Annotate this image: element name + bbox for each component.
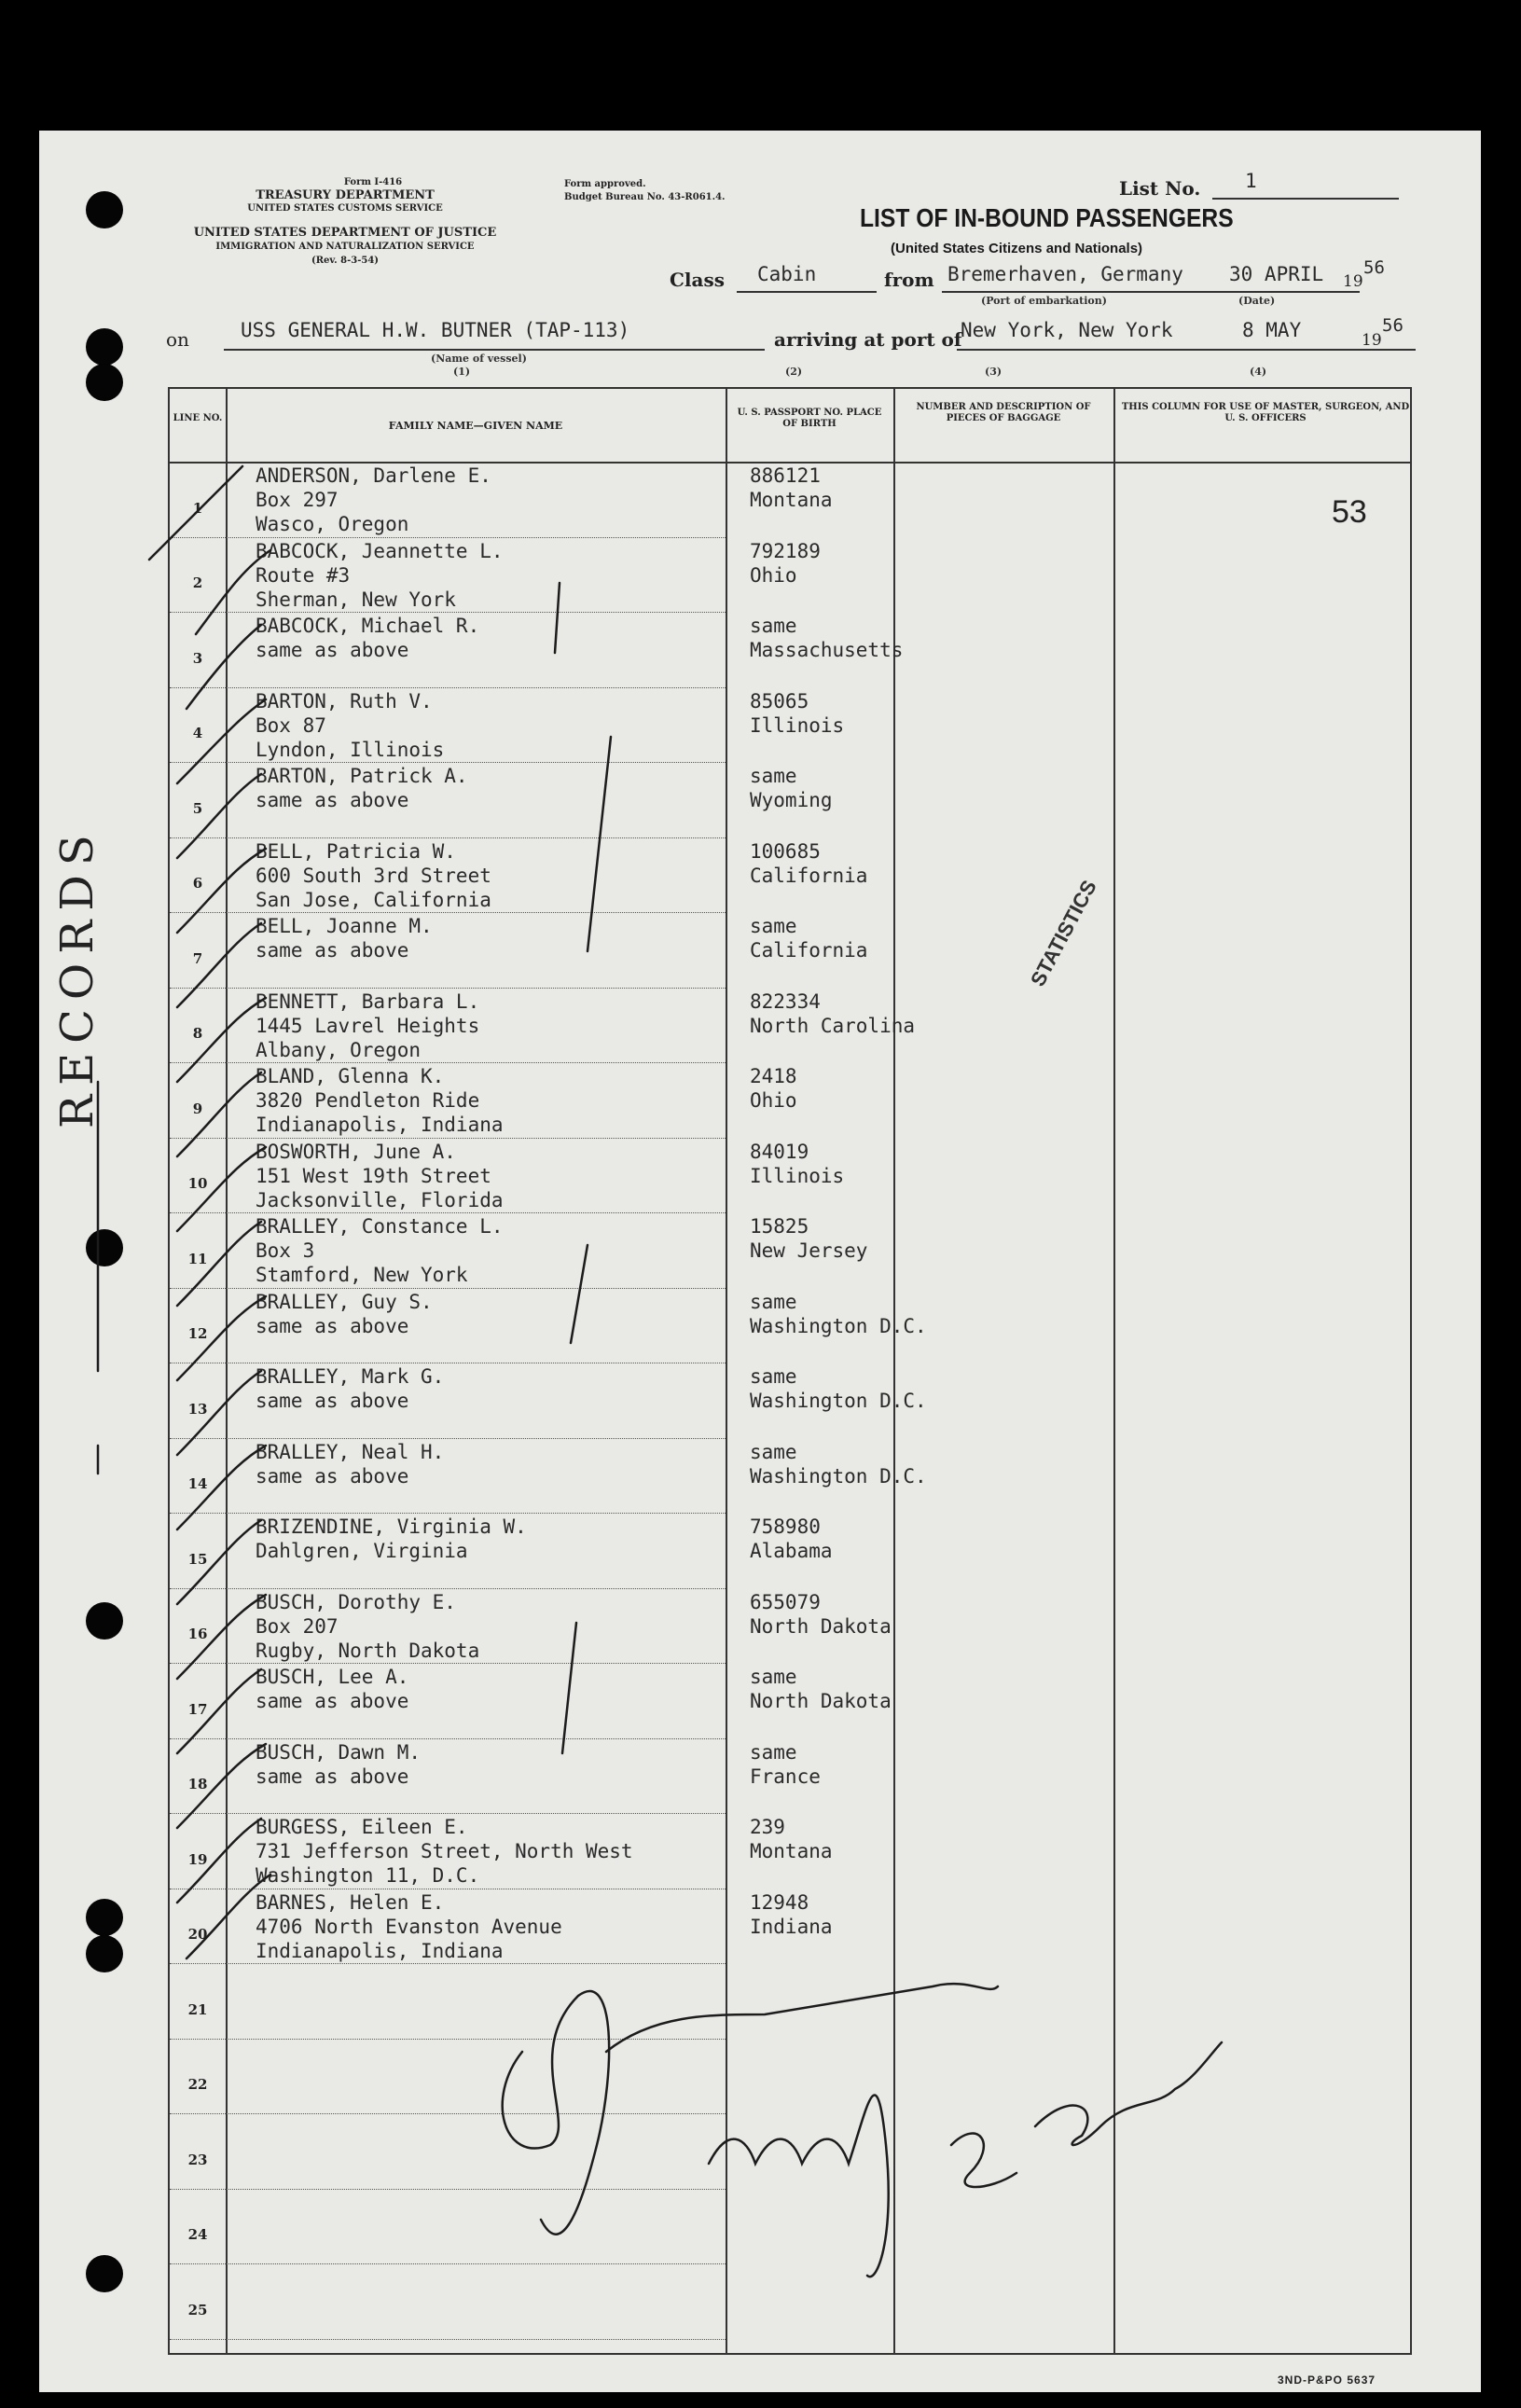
signature [606, 1984, 998, 2052]
signature [1035, 2042, 1222, 2145]
signature [709, 2096, 889, 2277]
passenger-address-line: Albany, Oregon [256, 1038, 422, 1061]
place-of-birth: France [750, 1764, 821, 1788]
check-mark [177, 1669, 261, 1753]
passport-number: 655079 [750, 1590, 821, 1613]
line-number: 25 [187, 2301, 208, 2318]
check-mark [149, 466, 242, 560]
line-number: 11 [187, 1250, 208, 1267]
passport-number: same [750, 1290, 797, 1313]
line-number: 9 [192, 1100, 203, 1117]
passport-number: 12948 [750, 1890, 809, 1914]
line-number: 1 [192, 499, 203, 517]
place-of-birth: Illinois [750, 1164, 845, 1187]
from-label: from [884, 269, 934, 291]
place-of-birth: California [750, 864, 868, 887]
check-mark [177, 774, 261, 858]
form-footer-code: 3ND-P&PO 5637 [1278, 2373, 1376, 2387]
embark-port-caption: (Port of embarkation) [981, 295, 1107, 307]
passenger-address-line: 731 Jefferson Street, North West [256, 1840, 633, 1862]
passenger-address-line: 600 South 3rd Street [256, 864, 491, 887]
passenger-name: BUSCH, Lee A. [256, 1666, 409, 1688]
col-header-passport: U. S. PASSPORT NO. PLACE OF BIRTH [737, 408, 882, 429]
form-number: Form I-416 [343, 177, 403, 187]
passenger-name: BARTON, Ruth V. [256, 689, 433, 713]
passport-number: 758980 [750, 1515, 821, 1538]
check-mark [177, 998, 266, 1082]
class-label: Class [670, 269, 725, 291]
arrival-port: New York, New York [961, 319, 1173, 341]
passenger-address-line: Sherman, New York [256, 588, 456, 611]
line-number: 24 [187, 2226, 208, 2243]
on-label: on [166, 328, 189, 351]
line-number: 16 [187, 1626, 208, 1642]
line-number: 23 [187, 2151, 208, 2168]
passenger-name: BELL, Joanne M. [256, 915, 433, 937]
check-mark [177, 1371, 261, 1455]
passport-number: 822334 [750, 989, 821, 1013]
check-mark [187, 625, 261, 709]
place-of-birth: Washington D.C. [750, 1464, 927, 1488]
list-no-label: List No. [1119, 177, 1201, 200]
col-ref-3: (3) [985, 366, 1002, 378]
immigration-service: IMMIGRATION AND NATURALIZATION SERVICE [215, 242, 475, 252]
line-number: 5 [192, 799, 203, 817]
tally-stroke [571, 1245, 588, 1343]
passenger-name: BOSWORTH, June A. [256, 1140, 456, 1163]
passport-number: 2418 [750, 1065, 797, 1087]
check-mark [177, 699, 266, 783]
place-of-birth: New Jersey [750, 1239, 868, 1262]
check-mark [177, 1073, 261, 1156]
check-mark [196, 550, 270, 634]
year-prefix-2: 19 [1362, 331, 1382, 350]
line-number: 8 [192, 1025, 203, 1042]
passenger-address-line: Washington 11, D.C. [256, 1864, 480, 1887]
passenger-address-line: Rugby, North Dakota [256, 1639, 480, 1662]
arrival-date: 8 MAY [1242, 319, 1302, 341]
passenger-address-line: Lyndon, Illinois [256, 738, 445, 761]
passenger-address-line: same as above [256, 639, 409, 661]
line-number: 2 [192, 574, 203, 591]
passenger-address-line: 4706 North Evanston Avenue [256, 1915, 562, 1938]
records-handwriting: RECORDS [51, 825, 104, 1128]
line-number: 4 [192, 725, 203, 741]
passenger-address-line: 151 West 19th Street [256, 1164, 491, 1187]
passenger-name: BRALLEY, Guy S. [256, 1290, 433, 1313]
tally-stroke [555, 583, 560, 653]
passport-number: 886121 [750, 464, 821, 487]
signature [503, 1991, 609, 2235]
arriving-label: arriving at port of [774, 328, 962, 351]
passport-number: same [750, 915, 797, 937]
place-of-birth: Washington D.C. [750, 1390, 927, 1412]
place-of-birth: Ohio [750, 1089, 797, 1112]
passenger-name: BLAND, Glenna K. [256, 1065, 445, 1087]
passenger-address-line: San Jose, California [256, 888, 491, 911]
line-number: 15 [187, 1550, 208, 1568]
passenger-address-line: Box 3 [256, 1239, 315, 1262]
budget-bureau: Budget Bureau No. 43-R061.4. [564, 192, 726, 202]
line-number: 22 [187, 2076, 208, 2093]
check-mark [177, 849, 266, 933]
line-number: 6 [192, 875, 203, 892]
col-header-name: FAMILY NAME—GIVEN NAME [388, 420, 563, 432]
passenger-name: BRIZENDINE, Virginia W. [256, 1515, 527, 1538]
passenger-address-line: same as above [256, 789, 409, 811]
passenger-name: BABCOCK, Michael R. [256, 615, 480, 637]
col-header-officers: THIS COLUMN FOR USE OF MASTER, SURGEON, AND U. S. OFFICERS [1121, 402, 1410, 423]
place-of-birth: Ohio [750, 563, 797, 587]
place-of-birth: Illinois [750, 713, 845, 737]
date-caption: (Date) [1238, 295, 1276, 307]
check-mark [177, 1446, 266, 1529]
passenger-name: BABCOCK, Jeannette L. [256, 539, 504, 562]
form-approved: Form approved. [564, 179, 646, 189]
passenger-address-line: same as above [256, 1314, 409, 1337]
passenger-name: BENNETT, Barbara L. [256, 989, 480, 1013]
line-number: 14 [187, 1475, 208, 1492]
line-number: 12 [187, 1325, 208, 1342]
passenger-name: BUSCH, Dawn M. [256, 1740, 422, 1764]
customs-service: UNITED STATES CUSTOMS SERVICE [247, 203, 443, 214]
passport-number: 15825 [750, 1215, 809, 1238]
check-mark [177, 1520, 261, 1604]
passenger-address-line: Indianapolis, Indiana [256, 1939, 504, 1962]
line-number: 10 [187, 1175, 208, 1192]
col-header-line: LINE NO. [173, 413, 223, 423]
passenger-address-line: Box 297 [256, 489, 339, 511]
passenger-address-line: same as above [256, 1390, 409, 1412]
place-of-birth: Wyoming [750, 789, 833, 811]
passenger-name: BELL, Patricia W. [256, 839, 456, 863]
passenger-address-line: same as above [256, 939, 409, 962]
embark-year: 56 [1363, 257, 1385, 278]
revision: (Rev. 8-3-54) [311, 256, 380, 266]
passport-number: same [750, 1440, 797, 1463]
year-prefix: 19 [1343, 272, 1363, 291]
passenger-address-line: Dahlgren, Virginia [256, 1540, 468, 1562]
line-number: 7 [192, 949, 203, 967]
passenger-name: BARNES, Helen E. [256, 1890, 445, 1914]
passenger-address-line: Box 87 [256, 713, 326, 737]
check-mark [177, 1222, 261, 1306]
passenger-name: BRALLEY, Constance L. [256, 1215, 504, 1238]
passport-number: same [750, 1740, 797, 1764]
place-of-birth: Montana [750, 489, 833, 511]
col-ref-4: (4) [1250, 366, 1267, 378]
line-number: 21 [187, 2000, 208, 2018]
place-of-birth: Montana [750, 1840, 833, 1862]
tally-stroke [588, 737, 611, 951]
col-ref-2: (2) [785, 366, 803, 378]
place-of-birth: California [750, 939, 868, 962]
justice-department: UNITED STATES DEPARTMENT OF JUSTICE [193, 226, 497, 240]
line-number: 13 [187, 1400, 208, 1418]
check-mark [177, 1296, 266, 1380]
passenger-address-line: same as above [256, 1464, 409, 1488]
check-mark [177, 1819, 261, 1903]
place-of-birth: Indiana [750, 1915, 833, 1938]
arrival-year: 56 [1382, 315, 1403, 336]
passenger-address-line: Box 207 [256, 1614, 339, 1638]
check-mark [187, 1875, 270, 1958]
passport-number: 85065 [750, 689, 809, 713]
passenger-address-line: Jacksonville, Florida [256, 1188, 504, 1211]
passport-number: 239 [750, 1816, 785, 1838]
vessel-name: USS GENERAL H.W. BUTNER (TAP-113) [241, 319, 630, 341]
place-of-birth: North Dakota [750, 1690, 892, 1712]
passenger-address-line: 1445 Lavrel Heights [256, 1014, 480, 1037]
line-number: 3 [192, 649, 203, 667]
passport-number: 84019 [750, 1140, 809, 1163]
page-subtitle: (United States Citizens and Nationals) [891, 241, 1143, 256]
vessel-caption: (Name of vessel) [431, 353, 527, 365]
place-of-birth: North Carolina [750, 1014, 916, 1037]
passenger-name: BRALLEY, Mark G. [256, 1365, 445, 1388]
passport-number: same [750, 615, 797, 637]
passenger-address-line: Wasco, Oregon [256, 513, 409, 535]
passport-number: 100685 [750, 839, 821, 863]
place-of-birth: North Dakota [750, 1614, 892, 1638]
passport-number: 792189 [750, 539, 821, 562]
col-ref-1: (1) [453, 366, 471, 378]
passenger-name: ANDERSON, Darlene E. [256, 464, 491, 487]
passenger-address-line: Route #3 [256, 563, 351, 587]
embark-port: Bremerhaven, Germany [947, 263, 1183, 285]
passenger-address-line: same as above [256, 1690, 409, 1712]
tally-stroke [562, 1623, 576, 1753]
passenger-address-line: 3820 Pendleton Ride [256, 1089, 480, 1112]
passenger-count: 53 [1332, 494, 1367, 530]
page-title: LIST OF IN-BOUND PASSENGERS [860, 203, 1234, 232]
line-number: 17 [187, 1700, 208, 1718]
statistics-stamp: STATISTICS [1026, 876, 1101, 990]
passenger-address-line: Indianapolis, Indiana [256, 1114, 504, 1136]
col-header-baggage: NUMBER AND DESCRIPTION OF PIECES OF BAGGAGE [916, 402, 1091, 423]
passenger-name: BARTON, Patrick A. [256, 765, 468, 787]
class-value: Cabin [757, 263, 817, 285]
place-of-birth: Washington D.C. [750, 1314, 927, 1337]
passenger-name: BURGESS, Eileen E. [256, 1816, 468, 1838]
check-mark [177, 1147, 266, 1231]
check-mark [177, 923, 261, 1007]
passenger-address-line: same as above [256, 1764, 409, 1788]
passenger-address-line: Stamford, New York [256, 1264, 468, 1286]
list-no-value: 1 [1245, 170, 1257, 192]
line-number: 19 [187, 1850, 208, 1868]
embark-date: 30 APRIL [1229, 263, 1324, 285]
passenger-name: BUSCH, Dorothy E. [256, 1590, 456, 1613]
treasury-department: TREASURY DEPARTMENT [256, 188, 435, 202]
line-number: 20 [187, 1926, 208, 1943]
place-of-birth: Alabama [750, 1540, 833, 1562]
line-number: 18 [187, 1776, 208, 1792]
place-of-birth: Massachusetts [750, 639, 904, 661]
check-mark [177, 1744, 266, 1828]
signature [951, 2134, 1016, 2187]
check-mark [177, 1595, 266, 1679]
passport-number: same [750, 765, 797, 787]
passenger-name: BRALLEY, Neal H. [256, 1440, 445, 1463]
passport-number: same [750, 1365, 797, 1388]
passport-number: same [750, 1666, 797, 1688]
